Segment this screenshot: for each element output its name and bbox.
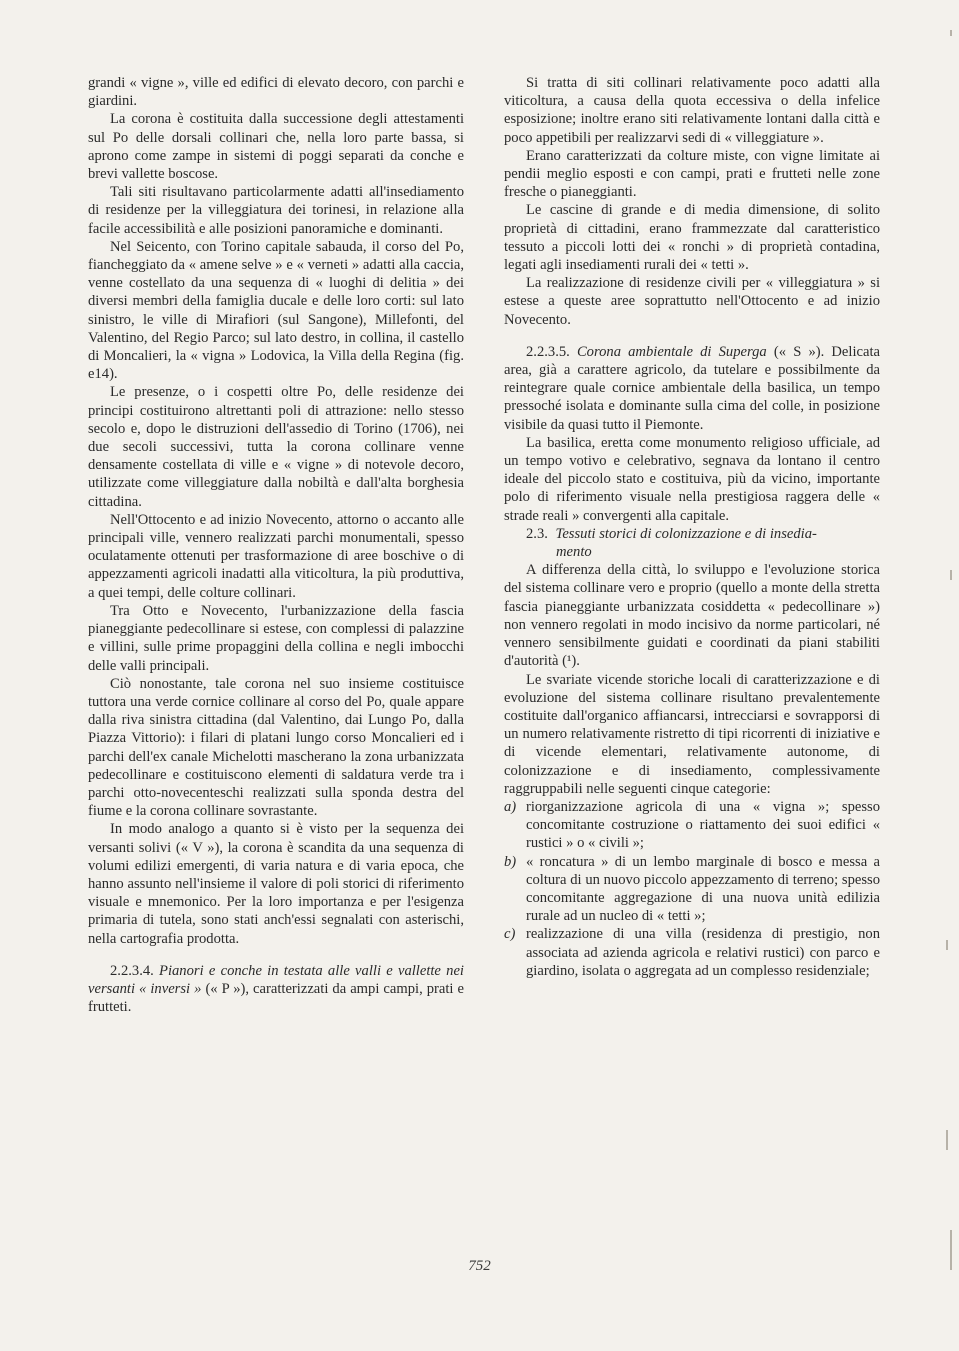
paragraph: A differenza della città, lo sviluppo e l'evoluzione storica del sistema collinare vero e proprio (quello a monte della stretta fascia pianeggiante urbanizzata cosiddetta « pedecollinare ») non vennero regolati in modo incisivo da norme particolari, né vennero sensibilmente guidati e coordinati da piani stabiliti d'autorità (¹).	[504, 562, 880, 670]
paragraph: Le presenze, o i cospetti oltre Po, delle residenze dei principi costituirono altrettanti poli di attrazione: nello stesso secolo e, dopo le distruzioni dell'assedio di Torino (1706), nei due secoli successivi, tutta la corona collinare venne densamente costellata di ville e « vigne » di notevole decoro, utilizzate come villeggiature dalla nobiltà e dall'alta borghesia cittadina.	[88, 384, 464, 510]
section-text: (« P »), caratterizzati da ampi campi, prati e frutteti.	[88, 980, 464, 1016]
list-item	[504, 925, 880, 980]
paragraph: Tali siti risultavano particolarmente adatti all'insediamento di residenze per la villeggiatura dei torinesi, in relazione alla facile accessibilità e alle posizioni panoramiche e dominanti.	[88, 184, 464, 237]
paragraph: La corona è costituita dalla successione degli attestamenti sul Po delle dorsali collinari che, nella loro parte bassa, si aprono come zampe in sistemi di poggi separati da conche e brevi vallette boscose.	[88, 111, 464, 183]
list-marker: a)	[504, 798, 517, 815]
paragraph: Nell'Ottocento e ad inizio Novecento, attorno o accanto alle principali ville, vennero realizzati parchi monumentali, spesso oculatamente ottenuti per trasformazione di aree boschive o di appezzamenti agricoli inadatti alla viticoltura, la più produttiva, a quei tempi, delle colture collinari.	[88, 511, 464, 601]
section-title: Tessuti storici di colonizzazione e di insedia-	[555, 525, 817, 542]
section-text: (« S »). Delicata area, già a carattere agricolo, da tutelare e possibilmente da reintegrare quale cornice ambientale della basilica, un tempo pressoché isolata e dominante sulla cima del colle, in posizione visibile da quasi tutto il Piemonte.	[504, 343, 881, 433]
paragraph: Le svariate vicende storiche locali di caratterizzazione e di evoluzione del sistema collinare risultano prevalentemente costituite dall'organico affiancarsi, intrecciarsi e sovrapporsi di un numero relativamente ristretto di tipi ricorrenti di iniziative e di vicende elementari, relativamente autonome, di colonizzazione e di insediamento, complessivamente raggruppabili nelle seguenti cinque categorie:	[504, 671, 880, 797]
list-item-text: riorganizzazione agricola di una « vigna »; spesso concomitante costruzione o riattamento dei suoi edifici « rustici » o « civili »;	[526, 798, 880, 852]
paragraph: grandi « vigne », ville ed edifici di elevato decoro, con parchi e giardini.	[88, 75, 464, 110]
paragraph: Ciò nonostante, tale corona nel suo insieme costituisce tuttora una verde cornice collinare al corso del Po, quale appare dalla riva sinistra cittadina (dal Valentino, dai Lungo Po, dalla Piazza Vittorio): i filari di platani lungo corso Moncalieri ed i parchi dell'ex canale Michelotti mascherano la zona urbanizzata pedecollinare e costituiscono elementi di saldatura verde tra i parchi otto-novecenteschi realizzati sulla sponda destra del fiume e la corona collinare sovrastante.	[88, 675, 464, 820]
list-marker: b)	[504, 853, 517, 870]
category-list	[504, 798, 880, 980]
list-item-text: realizzazione di una villa (residenza di prestigio, non associata ad azienda agricola e relativi rustici) con parco e giardino, isolata o aggregata ad un complesso residenziale;	[526, 926, 880, 979]
section-number: 2.2.3.4.	[110, 962, 154, 979]
subsection-heading-2-2-3-5	[504, 343, 880, 434]
section-number: 2.2.3.5.	[526, 343, 570, 360]
scan-mark	[946, 1130, 948, 1150]
scan-mark	[950, 1230, 952, 1270]
section-title: Corona ambientale di Superga	[576, 343, 767, 360]
section-title: Pianori e conche in testata alle valli e vallette nei versanti « inversi »	[88, 962, 464, 997]
paragraph: Si tratta di siti collinari relativamente poco adatti alla viticoltura, a causa della quota eccessiva o della infelice esposizione; inoltre erano siti relativamente lontani dalla città e poco appetibili per realizzarvi sedi di « villeggiature ».	[504, 75, 880, 146]
list-item	[504, 798, 880, 853]
section-heading-2-3	[504, 525, 880, 561]
section-number: 2.3.	[526, 525, 548, 542]
paragraph: Le cascine di grande e di media dimensione, di solito proprietà di cittadini, erano frammezzate dal caratteristico tessuto a piccoli lotti dei « ronchi » di proprietà contadina, legati agli insediamenti rurali dei « tetti ».	[504, 202, 880, 274]
paragraph: Nel Seicento, con Torino capitale sabauda, il corso del Po, fiancheggiato da « amene selve » e « verneti » adatti alla caccia, venne costellato da una sequenza di « luoghi di delitia » dei diversi membri della famiglia ducale e delle loro corti: sul lato sinistro, le ville di Mirafiori (sul Sangone), Millefonti, del Valentino, del Regio Parco; sul lato destro, in collina, il castello di Moncalieri, la « vigna » Lodovica, la Villa della Regina (fig. e14).	[88, 238, 464, 383]
left-column	[88, 74, 464, 1016]
paragraph: Erano caratterizzati da colture miste, con vigne limitate ai pendii meglio esposti e con campi, prati e frutteti nelle zone fresche o pianeggianti.	[504, 147, 880, 201]
right-column	[504, 74, 880, 980]
list-item	[504, 853, 880, 926]
paragraph: Tra Otto e Novecento, l'urbanizzazione della fascia pianeggiante pedecollinare si estese, con complessi di palazzine e villini, sulle prime propaggini della collina e negli imbocchi delle valli principali.	[88, 602, 464, 674]
paragraph: In modo analogo a quanto si è visto per la sequenza dei versanti solivi (« V »), la corona è scandita da una sequenza di volumi edilizi emergenti, di varia natura e di varia epoca, che hanno assunto nell'insieme il valore di poli storici di riferimento visuale e mnemonico. Per la loro importanza e per l'esigenza primaria di tutela, sono stati anch'essi segnalati con asterischi, nella cartografia prodotta.	[88, 821, 464, 947]
list-marker: c)	[504, 926, 516, 943]
scan-mark	[950, 570, 952, 580]
subsection-heading-2-2-3-4	[88, 962, 464, 1017]
page-number: 752	[468, 1258, 491, 1274]
paragraph: La basilica, eretta come monumento religioso ufficiale, ad un tempo votivo e celebrativo, segnava da lontano il centro ideale del piccolo stato e costituiva, più da vicino, importante polo di riferimento visuale nella prestigiosa raggera delle « strade reali » convergenti alla capitale.	[504, 434, 880, 524]
scan-mark	[950, 30, 952, 36]
list-item-text: « roncatura » di un lembo marginale di bosco e messa a coltura di un nuovo piccolo appezzamento di terreno; spesso concomitante aggregazione di una nuova unità edilizia rurale ad un nucleo di « tetti »;	[526, 853, 880, 925]
scan-mark	[946, 940, 948, 950]
section-title-continuation: mento	[556, 544, 592, 561]
paragraph: La realizzazione di residenze civili per « villeggiatura » si estese a queste aree soprattutto nell'Ottocento e ad inizio Novecento.	[504, 275, 880, 328]
